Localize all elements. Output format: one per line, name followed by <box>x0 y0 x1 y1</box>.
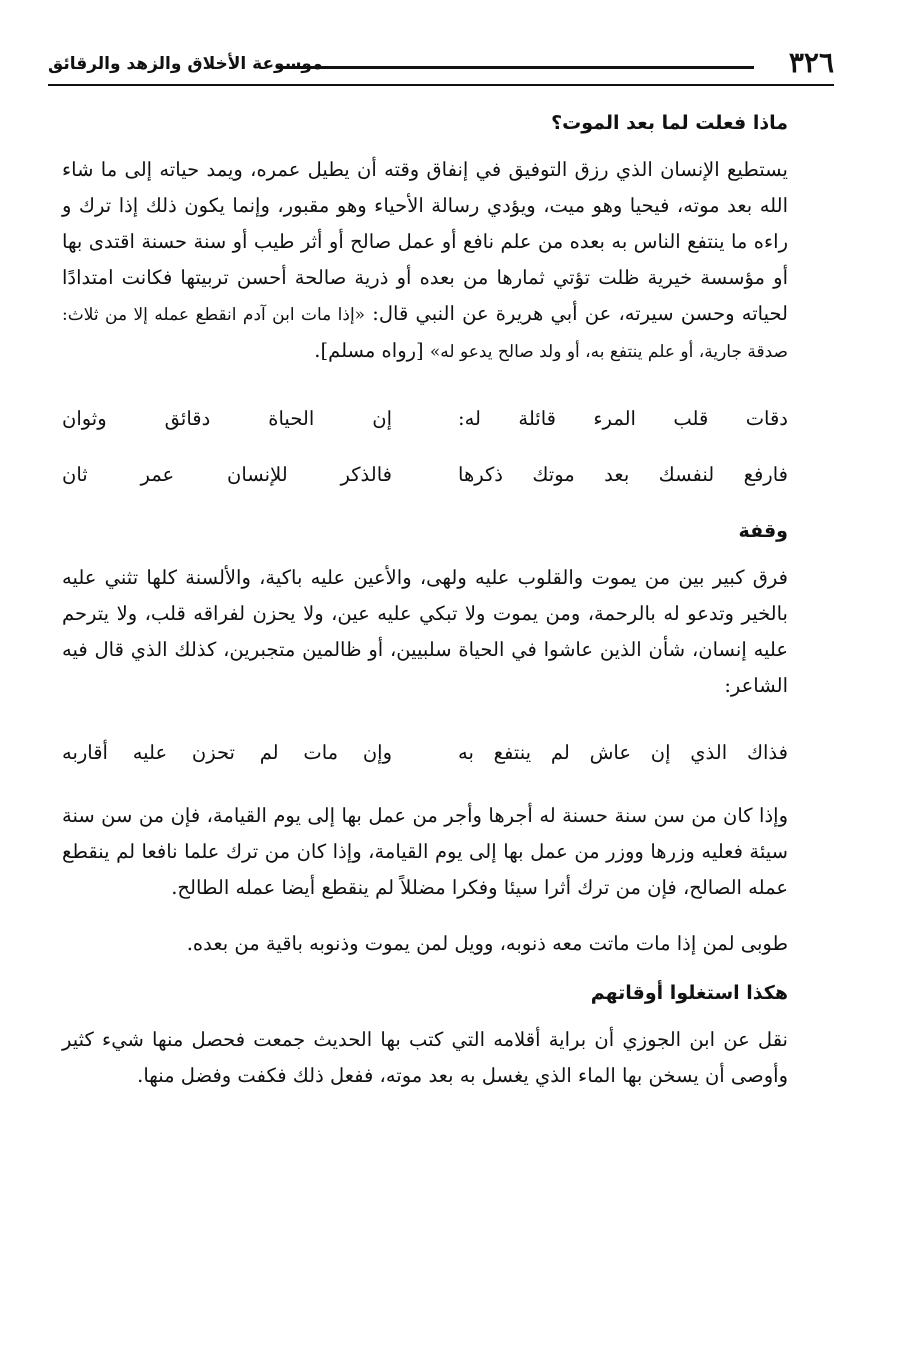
citation: [رواه مسلم]. <box>314 339 430 362</box>
page-header <box>48 44 834 84</box>
paragraph: وإذا كان من سن سنة حسنة له أجرها وأجر من عمل بها إلى يوم القيامة، فإن من سن سنة سيئة فعليه وزرها ووزر من عمل بها إلى يوم القيامة، وإذا كان من ترك علما نافعا لم ينقطع عمله الصالح، فإن من ترك أثرا سيئا وفكرا مضللاً لم ينقطع أيضا عمله الطالح. <box>62 804 788 899</box>
poem-verse <box>62 446 788 502</box>
hemistich-left: إن الحياة دقائق وثوان <box>62 406 392 430</box>
paragraph: فرق كبير بين من يموت والقلوب عليه ولهى، والأعين عليه باكية، والألسنة كلها تثني عليه بالخير وتدعو له بالرحمة، ومن يموت ولا تبكي عليه عين، ولا يحزن لفراقه قلب، ولا يترحم عليه إنسان، شأن الذين عاشوا في الحياة سلبيين، أو ظالمين متجبرين، كذلك الذي قال فيه الشاعر: <box>62 566 788 697</box>
poem-verse <box>62 724 788 780</box>
page-content <box>62 112 788 1114</box>
paragraph <box>62 152 788 370</box>
paragraph-text: يستطيع الإنسان الذي رزق التوفيق في إنفاق وقته أن يطيل عمره، ويمد حياته إلى ما شاء الله بعد موته، فيحيا وهو ميت، ويؤدي رسالة الأحياء وهو مقبور، وإنما يكون ذلك إذا ترك و راءه ما ينتفع الناس به بعده من علم نافع أو عمل صالح أو أثر طيب أو سنة حسنة اقتدى بها أو مؤسسة خيرية ظلت تؤتي ثمارها من بعده أو ذرية صالحة أحسن تربيتها فكانت امتدادًا لحياته وحسن سيرته، عن أبي هريرة عن النبي قال: <box>62 158 788 325</box>
section-heading: هكذا استغلوا أوقاتهم <box>590 982 788 1004</box>
header-rule <box>278 66 754 69</box>
poem <box>62 390 788 502</box>
hadith-quote: «إذا مات ابن آدم انقطع عمله إلا من ثلاث: صدقة جارية، أو علم ينتفع به، أو ولد صالح يدعو له» <box>62 305 788 362</box>
section-heading: وقفة <box>738 520 788 542</box>
hemistich-right: فذاك الذي إن عاش لم ينتفع به <box>458 740 788 764</box>
paragraph: نقل عن ابن الجوزي أن براية أقلامه التي كتب بها الحديث جمعت فحصل منها شيء كثير وأوصى أن يسخن بها الماء الذي يغسل به بعد موته، ففعل ذلك فكفت وفضل منها. <box>62 1028 788 1087</box>
running-title: موسوعة الأخلاق والزهد والرقائق <box>48 54 323 74</box>
hemistich-right: فارفع لنفسك بعد موتك ذكرها <box>458 462 788 486</box>
paragraph: طوبى لمن إذا مات ماتت معه ذنوبه، وويل لمن يموت وذنوبه باقية من بعده. <box>186 932 788 955</box>
section-heading: ماذا فعلت لما بعد الموت؟ <box>551 112 788 134</box>
header-underline <box>48 84 834 86</box>
hemistich-left: وإن مات لم تحزن عليه أقاربه <box>62 740 392 764</box>
page-number: ٣٢٦ <box>788 46 834 79</box>
poem <box>62 724 788 780</box>
hemistich-left: فالذكر للإنسان عمر ثان <box>62 462 392 486</box>
poem-verse <box>62 390 788 446</box>
hemistich-right: دقات قلب المرء قائلة له: <box>458 406 788 430</box>
